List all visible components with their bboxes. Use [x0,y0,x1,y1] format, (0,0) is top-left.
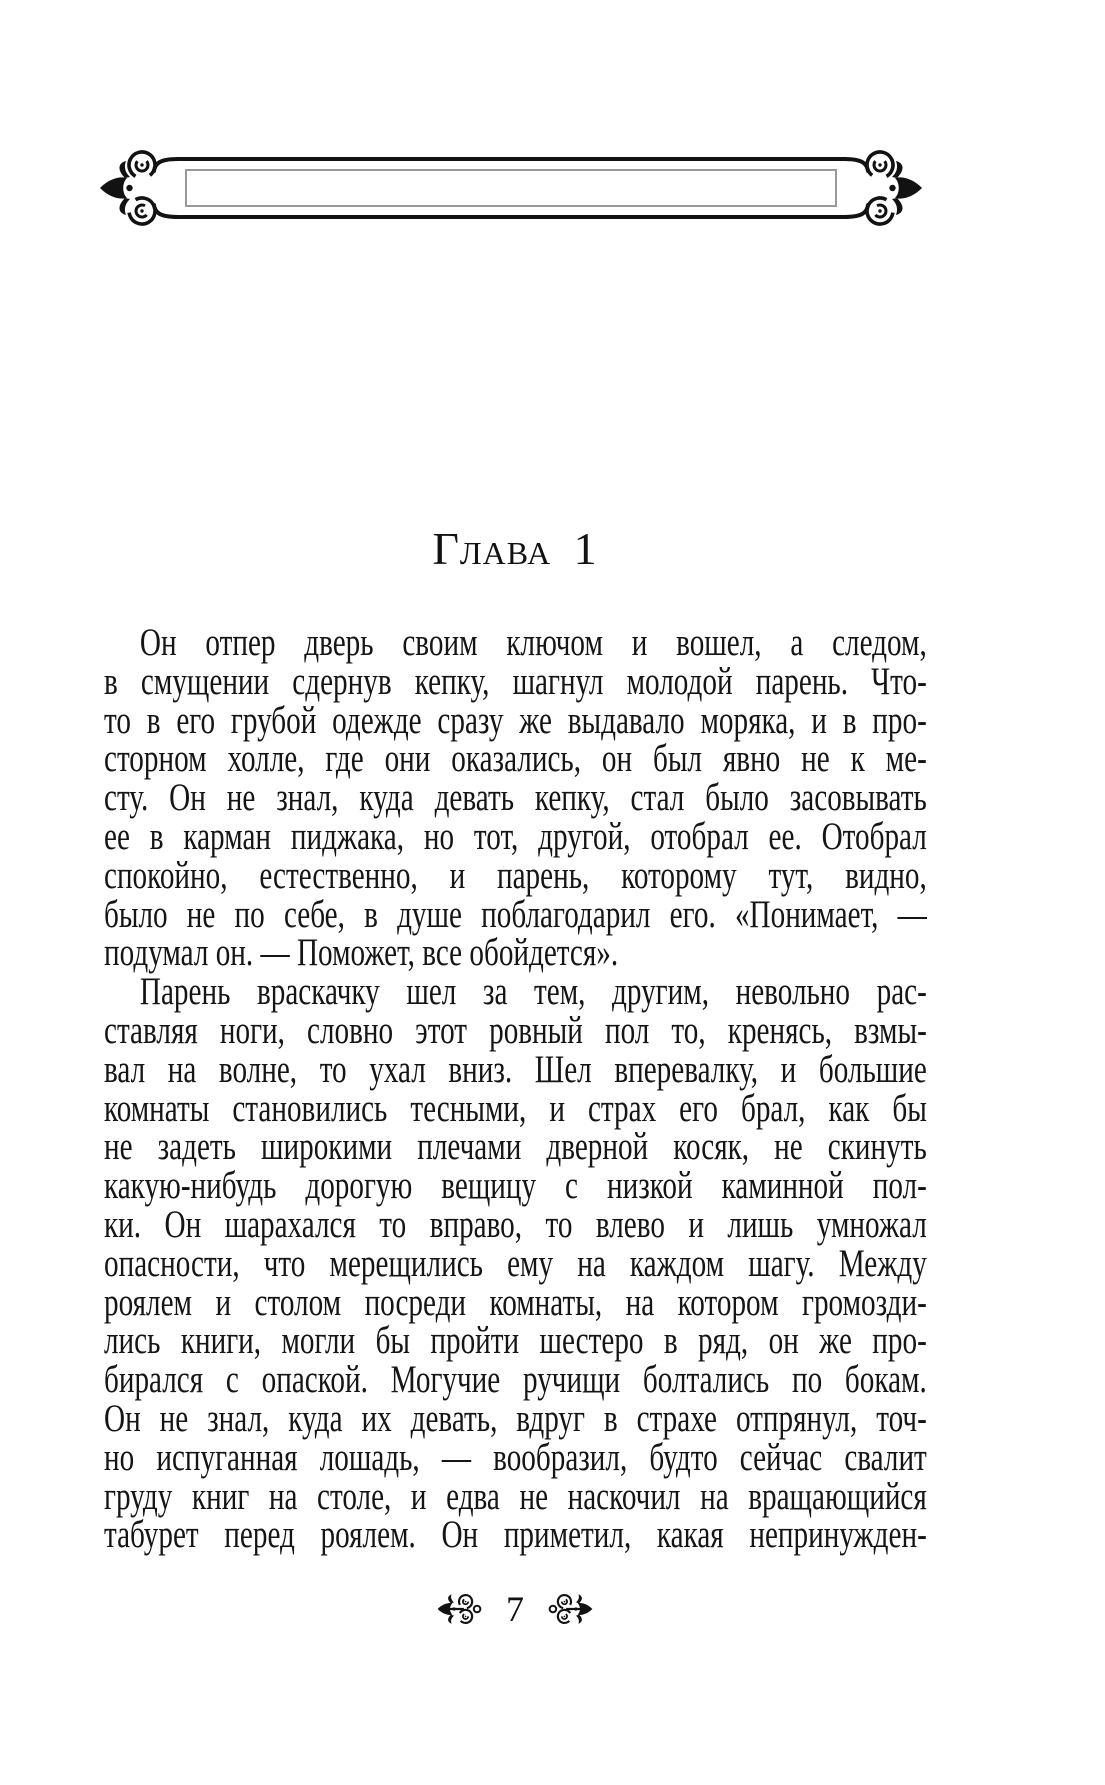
text-line: ставляя ноги, словно этот ровный пол то, кренясь, взмы- [104,1008,927,1052]
text-line: но испуганная лошадь, — вообразил, будто сейчас свалит [104,1435,927,1479]
text-line: сту. Он не знал, куда девать кепку, стал было засовывать [104,776,927,820]
body-text [104,621,927,1557]
text-line: Парень враскачку шел за тем, другим, невольно рас- [139,970,927,1014]
text-line: комнаты становились тесными, и страх его брал, как бы [104,1086,927,1130]
page-footer [104,1591,926,1627]
chapter-heading: Глава 1 [432,523,598,574]
text-line: груду книг на столе, и едва не наскочил на вращающийся [104,1474,927,1518]
text-line: сторном холле, где они оказались, он был явно не к ме- [104,737,927,781]
footer-flourish-left-icon [436,1592,482,1626]
text-line: роялем и столом посреди комнаты, на котором громозди- [104,1280,927,1324]
text-line: табурет перед роялем. Он приметил, какая непринужден- [104,1513,927,1557]
text-line: подумал он. — Поможет, все обойдется». [104,931,619,975]
text-line: ки. Он шарахался то вправо, то влево и лишь умножал [104,1202,927,1246]
text-line: Он не знал, куда их девать, вдруг в страхе отпрянул, точ- [104,1396,927,1440]
text-line: ее в карман пиджака, но тот, другой, отобрал ее. Отобрал [104,814,927,858]
text-line: не задеть широкими плечами дверной косяк, не скинуть [104,1125,927,1169]
text-line: опасности, что мерещились ему на каждом шагу. Между [104,1241,927,1285]
text-line: то в его грубой одежде сразу же выдавало моряка, и в про- [104,698,927,742]
text-line: бирался с опаской. Могучие ручищи болтались по бокам. [104,1358,927,1402]
header-ornament-frame-icon [96,140,926,235]
text-line: было не по себе, в душе поблагодарил его. «Понимает, — [104,892,927,936]
text-line: лись книги, могли бы пройти шестеро в ряд, он же про- [104,1319,927,1363]
text-line: какую-нибудь дорогую вещицу с низкой каминной пол- [104,1164,927,1208]
footer-flourish-right-icon [548,1592,594,1626]
text-line: Он отпер дверь своим ключом и вошел, а следом, [139,621,927,664]
text-line: в смущении сдернув кепку, шагнул молодой парень. Что- [104,659,927,703]
text-line: вал на волне, то ухал вниз. Шел вперевалку, и большие [104,1047,927,1091]
page-number: 7 [506,1589,524,1629]
text-line: спокойно, естественно, и парень, которому тут, видно, [104,853,927,897]
